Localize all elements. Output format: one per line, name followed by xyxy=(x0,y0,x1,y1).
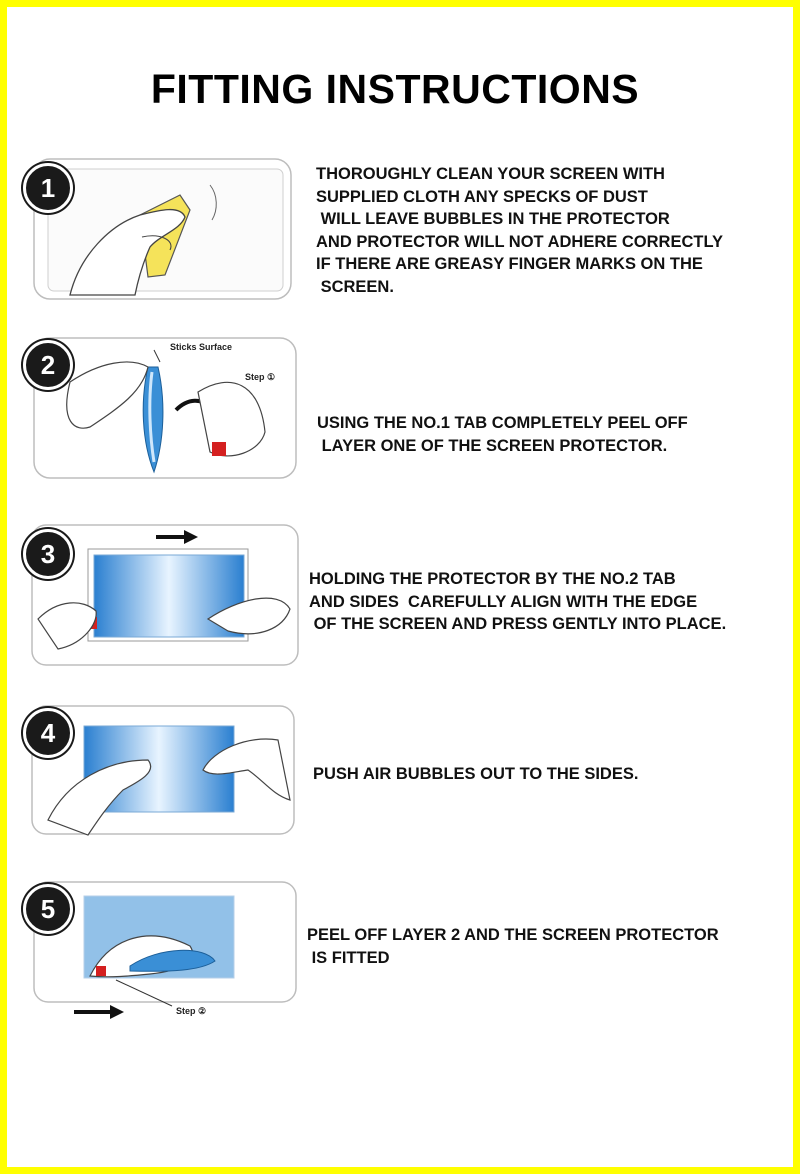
step-badge: 2 xyxy=(23,340,73,390)
step-badge: 5 xyxy=(23,884,73,934)
step-4-text: PUSH AIR BUBBLES OUT TO THE SIDES. xyxy=(313,765,639,783)
step-badge: 1 xyxy=(23,163,73,213)
step-badge: 3 xyxy=(23,529,73,579)
step-3-text: HOLDING THE PROTECTOR BY THE NO.2 TAB AND SIDES CAREFULLY ALIGN WITH THE EDGE OF THE SCREEN AND PRESS GENTLY INTO PLACE. xyxy=(309,570,727,633)
step-5-text: PEEL OFF LAYER 2 AND THE SCREEN PROTECTOR IS FITTED xyxy=(307,926,719,967)
step-badge: 4 xyxy=(23,708,73,758)
step-one-label: Step ① xyxy=(245,372,276,382)
page-title: FITTING INSTRUCTIONS xyxy=(150,66,640,112)
step-2-text: USING THE NO.1 TAB COMPLETELY PEEL OFF LAYER ONE OF THE SCREEN PROTECTOR. xyxy=(317,414,688,455)
step-1-text: THOROUGHLY CLEAN YOUR SCREEN WITH SUPPLIED CLOTH ANY SPECKS OF DUST WILL LEAVE BUBBLES IN THE PROTECTOR AND PROTECTOR WILL NOT ADHERE CORRECTLY IF THERE ARE GREASY FINGER MARKS ON THE SCREEN. xyxy=(316,165,724,296)
sticks-surface-label: Sticks Surface xyxy=(170,342,233,352)
step-two-label: Step ② xyxy=(176,1006,207,1016)
